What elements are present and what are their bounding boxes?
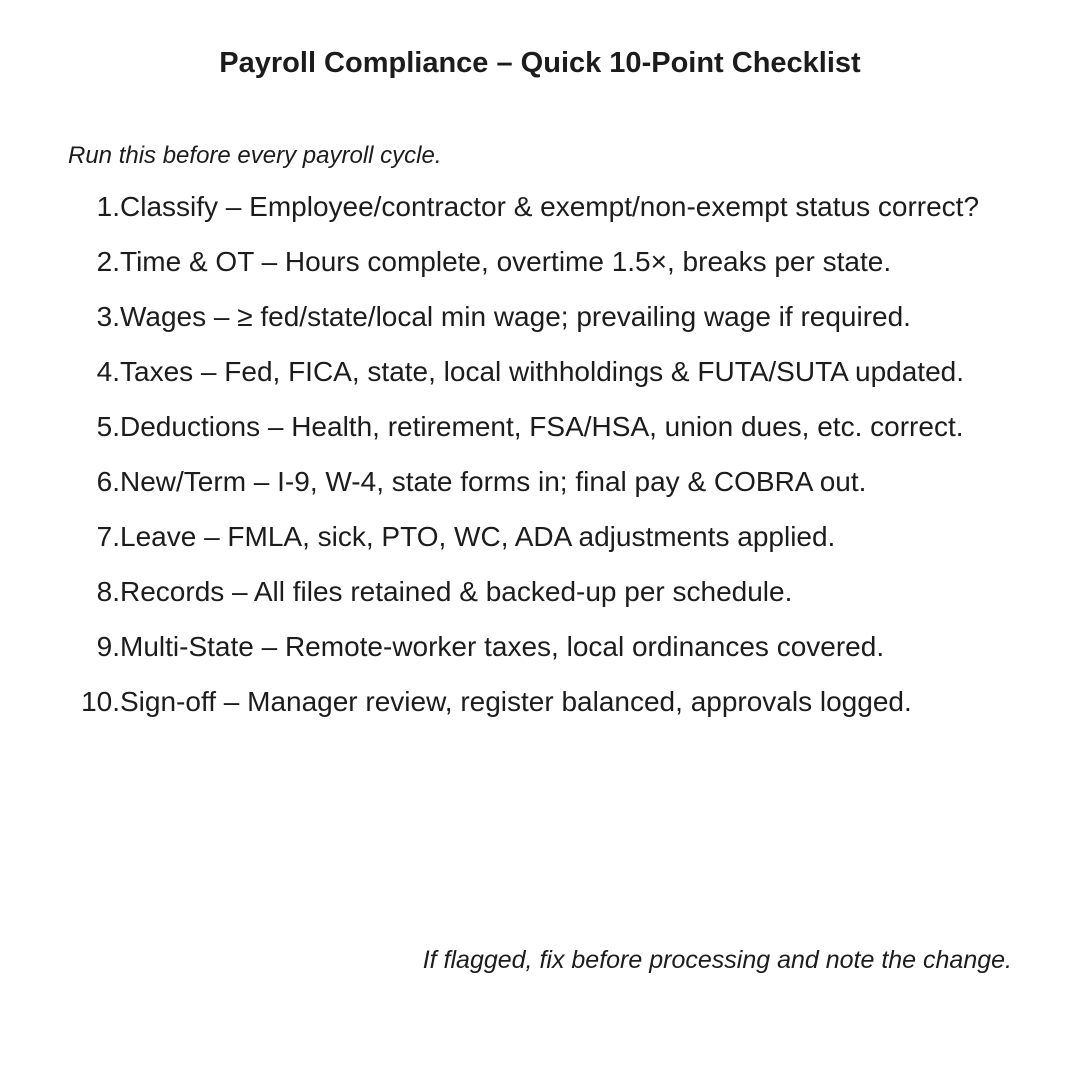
footer-note: If flagged, fix before processing and note the change. (422, 946, 1012, 974)
checklist-item (68, 179, 1012, 234)
item-number: 10. (81, 686, 120, 717)
item-number: 1. (96, 191, 120, 222)
checklist-item (68, 399, 1012, 454)
item-text: Sign-off – Manager review, register balanced, approvals logged. (120, 686, 912, 717)
item-number: 5. (96, 411, 120, 442)
checklist-item (68, 234, 1012, 289)
checklist-item (68, 289, 1012, 344)
item-text: New/Term – I-9, W-4, state forms in; final pay & COBRA out. (120, 466, 867, 497)
checklist (68, 179, 1012, 729)
intro-text: Run this before every payroll cycle. (68, 142, 442, 169)
item-text: Records – All files retained & backed-up per schedule. (120, 576, 793, 607)
item-number: 4. (96, 356, 120, 387)
item-number: 9. (96, 631, 120, 662)
checklist-item (68, 619, 1012, 674)
item-text: Time & OT – Hours complete, overtime 1.5×, breaks per state. (120, 246, 892, 277)
item-text: Multi-State – Remote-worker taxes, local ordinances covered. (120, 631, 885, 662)
checklist-item (68, 509, 1012, 564)
item-text: Taxes – Fed, FICA, state, local withholdings & FUTA/SUTA updated. (120, 356, 965, 387)
checklist-item (68, 454, 1012, 509)
item-text: Deductions – Health, retirement, FSA/HSA, union dues, etc. correct. (120, 411, 964, 442)
item-number: 2. (96, 246, 120, 277)
page-title: Payroll Compliance – Quick 10-Point Checklist (219, 47, 861, 79)
item-number: 7. (96, 521, 120, 552)
item-text: Classify – Employee/contractor & exempt/non-exempt status correct? (120, 191, 980, 222)
item-number: 8. (96, 576, 120, 607)
checklist-item (68, 674, 1012, 729)
checklist-item (68, 344, 1012, 399)
item-number: 3. (96, 301, 120, 332)
item-text: Wages – ≥ fed/state/local min wage; prevailing wage if required. (120, 301, 911, 332)
item-number: 6. (96, 466, 120, 497)
checklist-item (68, 564, 1012, 619)
item-text: Leave – FMLA, sick, PTO, WC, ADA adjustments applied. (120, 521, 836, 552)
